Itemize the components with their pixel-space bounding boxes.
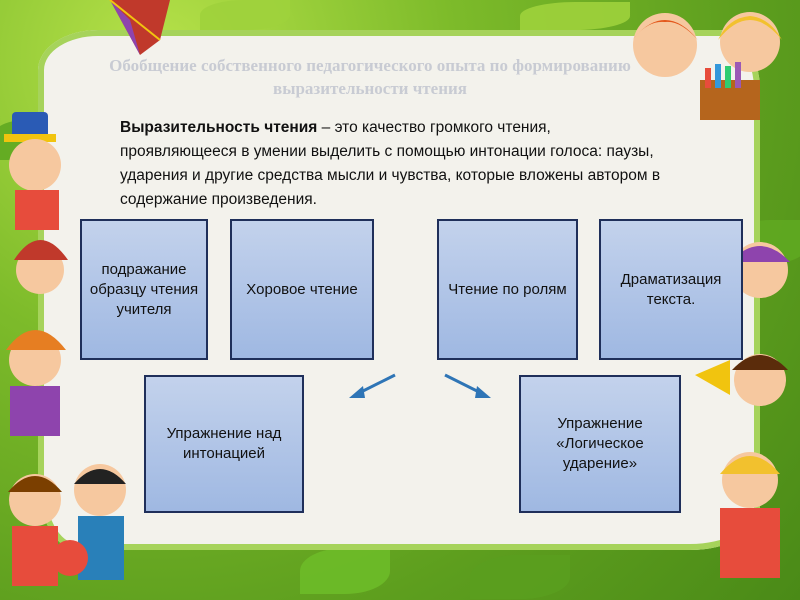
definition-term: Выразительность чтения	[120, 119, 318, 136]
slide-title: Обобщение собственного педагогического опыта по формированию выразительности чтения	[109, 56, 631, 98]
definition-text: – это качество громкого чтения, проявляющееся в умении выделить с помощью интонации голоса: паузы, ударения и другие средства мысли и чувства, которые вложены автором в содержание произведения.	[120, 119, 661, 208]
definition-paragraph	[120, 116, 668, 212]
method-box-role-reading: Чтение по ролям	[437, 219, 578, 360]
kite-illustration	[100, 0, 180, 60]
leaf-decoration	[470, 555, 570, 599]
arrow-down-right-icon	[440, 370, 495, 400]
arrow-down-left-icon	[345, 370, 400, 400]
method-box-dramatization: Драматизация текста.	[599, 219, 743, 360]
children-illustration-bottom-left	[0, 440, 150, 600]
exercise-box-intonation: Упражнение над интонацией	[144, 375, 304, 513]
method-box-choral-reading: Хоровое чтение	[230, 219, 374, 360]
exercise-box-logical-stress: Упражнение «Логическое ударение»	[519, 375, 681, 513]
leaf-decoration	[300, 548, 390, 594]
leaf-decoration	[200, 0, 290, 30]
method-box-imitation: подражание образцу чтения учителя	[80, 219, 208, 360]
